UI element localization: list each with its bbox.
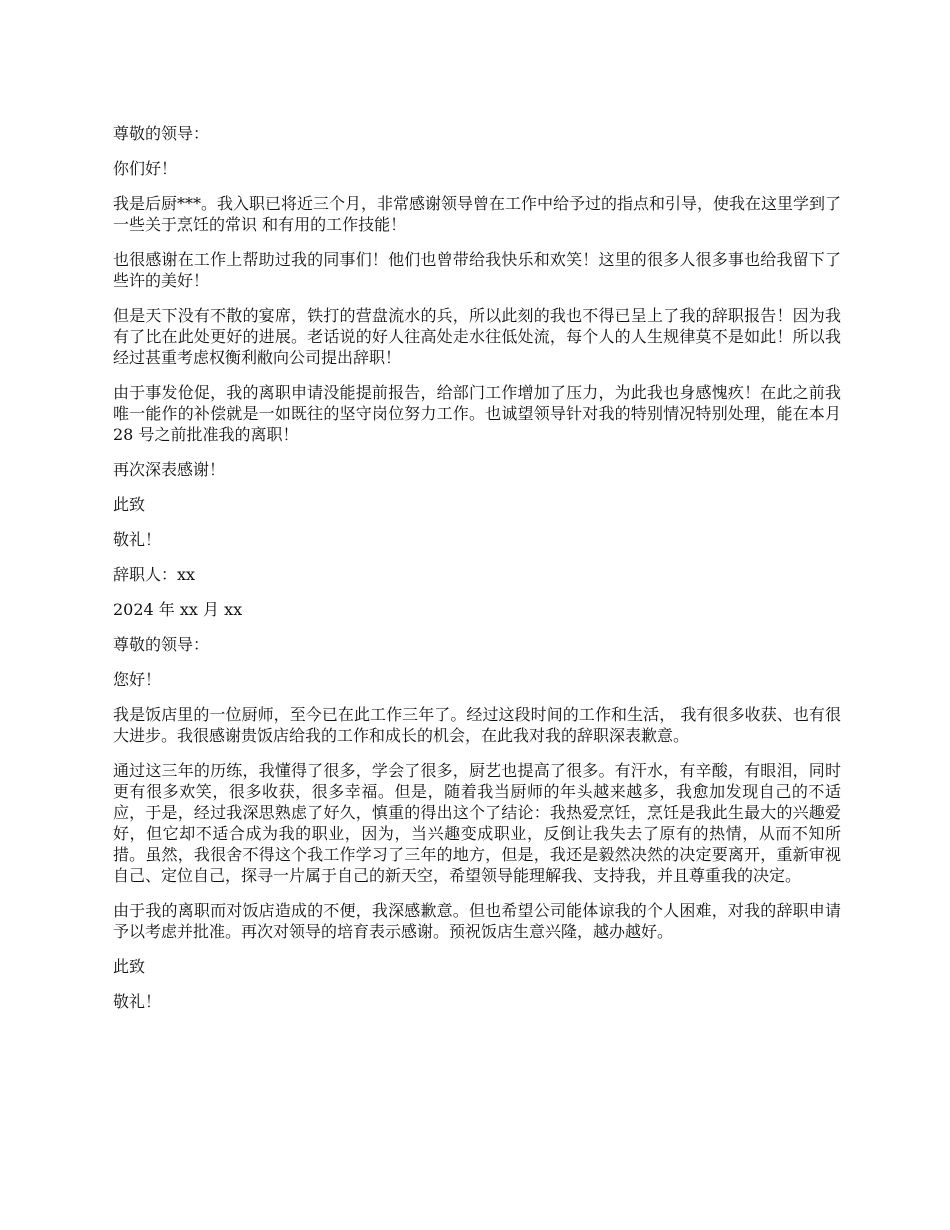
letter2-salutation: 尊敬的领导： [113,635,210,654]
letter1-paragraph-1: 我是后厨***。我入职已将近三个月，非常感谢领导曾在工作中给予过的指点和引导，使我在这里学到了一些关于烹饪的常识 和有用的工作技能！ [113,194,842,234]
letter2-closing-2: 敬礼！ [113,992,162,1011]
letter1-closing-2: 敬礼！ [113,530,162,549]
letter1-closing-1: 此致 [113,495,146,514]
letter2-paragraph-3: 由于我的离职而对饭店造成的不便，我深感歉意。但也希望公司能体谅我的个人困难，对我的辞职申请予以考虑并批准。再次对领导的培育表示感谢。预祝饭店生意兴隆，越办越好。 [113,901,841,941]
letter1-thanks: 再次深表感谢！ [113,460,226,479]
letter2-paragraph-2: 通过这三年的历练，我懂得了很多，学会了很多，厨艺也提高了很多。有汗水，有辛酸，有眼泪，同时更有很多欢笑，很多收获，很多幸福。但是，随着我当厨师的年头越来越多，我愈加发现自己的不适应，于是，经过我深思熟虑了好久，慎重的得出这个了结论：我热爱烹饪，烹饪是我此生最大的兴趣爱好，但它却不适合成为我的职业，因为，当兴趣变成职业，反倒让我失去了原有的热情，从而不知所措。虽然，我很舍不得这个我工作学习了三年的地方，但是，我还是毅然决然的决定要离开，重新审视自己、定位自己，探寻一片属于自己的新天空，希望领导能理解我、支持我，并且尊重我的决定。 [113,761,841,885]
letter2-closing-1: 此致 [113,957,146,976]
letter1-paragraph-3: 但是天下没有不散的宴席，铁打的营盘流水的兵，所以此刻的我也不得已呈上了我的辞职报告！因为我有了比在此处更好的进展。老话说的好人往高处走水往低处流，每个人的人生规律莫不是如此！所以我经过甚重考虑权衡利敝向公司提出辞职！ [113,306,841,367]
letter2-paragraph-1: 我是饭店里的一位厨师，至今已在此工作三年了。经过这段时间的工作和生活， 我有很多收获、也有很大进步。我很感谢贵饭店给我的工作和成长的机会，在此我对我的辞职深表歉意。 [113,705,841,745]
letter1-greeting: 你们好！ [113,159,178,178]
letter1-signer: 辞职人：xx [113,565,196,584]
letter2-greeting: 您好！ [113,670,162,689]
letter1-salutation: 尊敬的领导： [113,124,210,143]
letter1-date: 2024 年 xx 月 xx [113,600,243,619]
letter1-paragraph-2: 也很感谢在工作上帮助过我的同事们！他们也曾带给我快乐和欢笑！这里的很多人很多事也给我留下了些许的美好！ [113,250,841,290]
document-body [113,123,841,1026]
letter1-paragraph-4: 由于事发伧促，我的离职申请没能提前报告，给部门工作增加了压力，为此我也身感愧疚！在此之前我唯一能作的补偿就是一如既往的坚守岗位努力工作。也诚望领导针对我的特别情况特别处理，能在本月 28 号之前批准我的离职！ [113,383,841,444]
